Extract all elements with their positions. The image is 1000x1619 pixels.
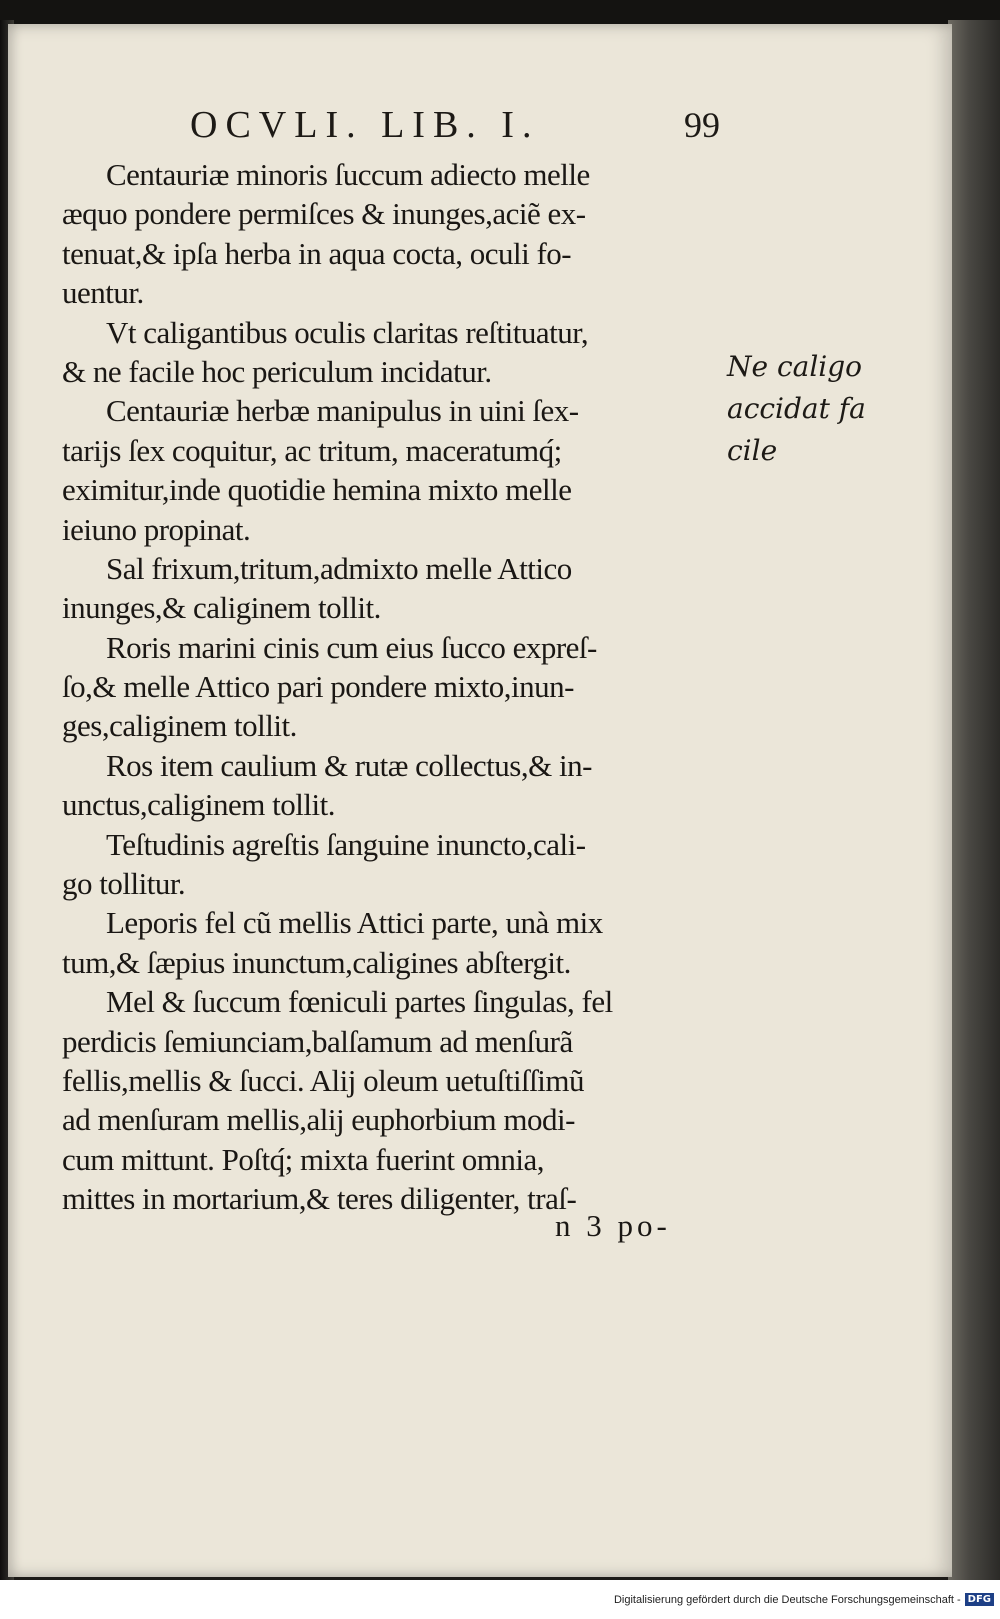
text-line: eximitur,inde quotidie hemina mixto melle	[62, 472, 572, 508]
text-line: tenuat,& ipſa herba in aqua cocta, oculi fo-	[62, 235, 572, 271]
text-line: ieiuno propinat.	[62, 511, 251, 547]
text-line: Mel & ſuccum fœniculi partes ſingulas, fel	[106, 984, 613, 1020]
text-line: ges,caliginem tollit.	[62, 708, 297, 744]
text-line: Vt caligantibus oculis claritas reſtituatur,	[106, 314, 589, 350]
footer-credit: Digitalisierung gefördert durch die Deutsche Forschungsgemeinschaft -	[613, 1593, 961, 1606]
text-line: Leporis fel cũ mellis Attici parte, unà mix	[106, 905, 603, 941]
text-line: ad menſuram mellis,alij euphorbium modi-	[62, 1102, 575, 1138]
text-line: Sal frixum,tritum,admixto melle Attico	[106, 550, 572, 586]
text-line: cum mittunt. Poſtq́; mixta fuerint omnia,	[62, 1141, 544, 1177]
page-number: 99	[684, 105, 720, 145]
text-line: Ros item caulium & rutæ collectus,& in-	[106, 747, 592, 783]
text-line: uentur.	[62, 275, 144, 311]
digitization-footer	[0, 1580, 1000, 1619]
text-line: Roris marini cinis cum eius ſucco expreſ-	[106, 629, 597, 665]
text-line: perdicis ſemiunciam,balſamum ad menſurã	[62, 1023, 573, 1059]
text-line: æquo pondere permiſces & inunges,aciẽ ex-	[62, 196, 586, 232]
text-line: tarijs ſex coquitur, ac tritum, maceratumq́;	[62, 432, 562, 468]
text-line: Centauriæ herbæ manipulus in uini ſex-	[106, 393, 579, 429]
running-head: OCVLI. LIB. I.	[190, 104, 540, 146]
text-line: mittes in mortarium,& teres diligenter, traſ-	[62, 1181, 577, 1217]
text-line: tum,& ſæpius inunctum,caligines abſtergit.	[62, 944, 571, 980]
page-header	[190, 100, 730, 150]
signature-mark: n 3 po-	[555, 1208, 671, 1243]
text-line: & ne facile hoc periculum incidatur.	[62, 353, 492, 389]
marginal-note-line: Ne caligo	[727, 350, 863, 383]
text-line: Teſtudinis agreſtis ſanguine inuncto,cali-	[106, 826, 586, 862]
marginal-note-line: accidat fa	[727, 392, 866, 425]
book-page-edge	[948, 20, 1000, 1580]
text-line: fellis,mellis & ſucci. Alij oleum uetuſtiſſimũ	[62, 1062, 585, 1098]
text-line: inunges,& caliginem tollit.	[62, 590, 381, 626]
dfg-logo-icon: DFG	[965, 1593, 994, 1606]
text-line: ſo,& melle Attico pari pondere mixto,inun-	[62, 669, 574, 705]
text-line: Centauriæ minoris ſuccum adiecto melle	[106, 157, 590, 192]
marginal-note	[727, 346, 866, 472]
text-line: unctus,caliginem tollit.	[62, 787, 335, 823]
body-text	[62, 155, 722, 1219]
marginal-note-line: cile	[727, 434, 778, 467]
text-line: go tollitur.	[62, 866, 186, 902]
